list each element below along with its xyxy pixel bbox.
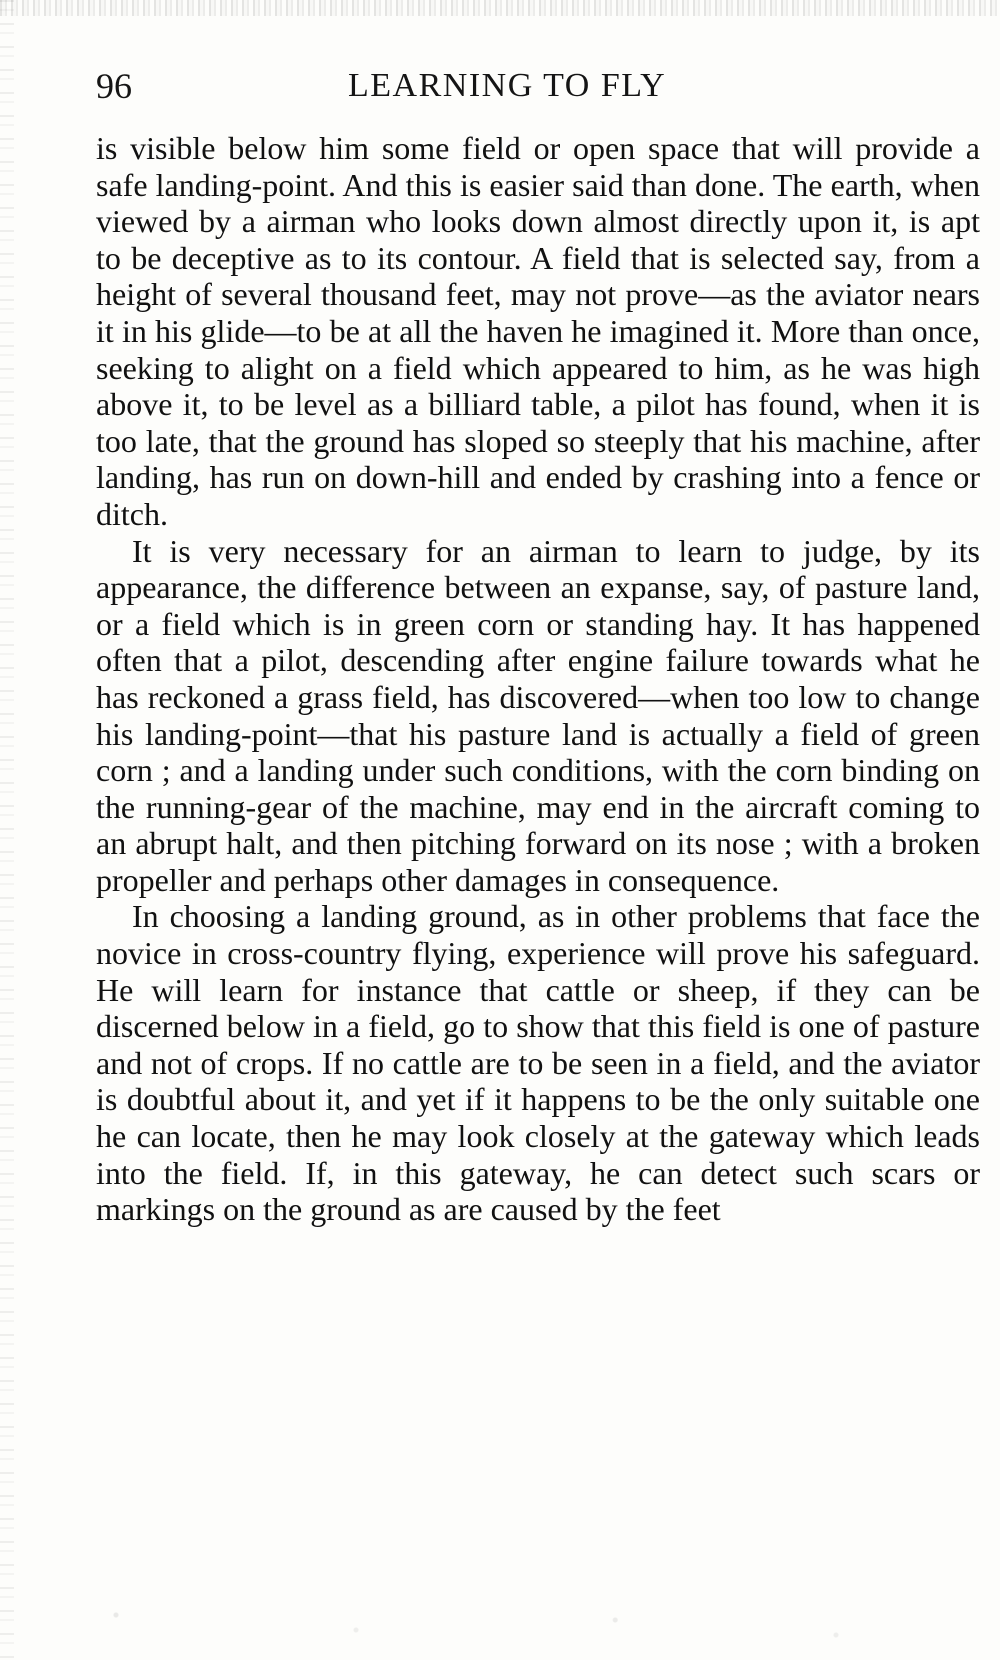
scan-noise-bottom — [20, 1600, 980, 1650]
running-title: LEARNING TO FLY — [348, 67, 667, 104]
running-head — [96, 64, 976, 108]
paragraph-continuation: is visible below him some field or open space that will provide a safe landing-point. And this is easier said than done. The earth, when viewed by a airman who looks down almost directly upon it, is apt to be deceptive as to its contour. A field that is selected say, from a height of several thousand feet, may not prove—as the aviator nears it in his glide—to be at all the haven he imagined it. More than once, seeking to alight on a field which appeared to him, as he was high above it, to be level as a billiard table, a pilot has found, when it is too late, that the ground has sloped so steeply that his machine, after landing, has run on down-hill and ended by crashing into a fence or ditch. — [96, 130, 980, 532]
scan-edge-top — [0, 0, 1000, 16]
paragraph-choosing-landing-ground: In choosing a landing ground, as in other problems that face the novice in cross-country flying, experience will prove his safeguard. He will learn for instance that cattle or sheep, if they can be discerned below in a field, go to show that this field is one of pasture and not of crops. If no cattle are to be seen in a field, and the aviator is doubtful about it, and yet if it happens to be the only suitable one he can locate, then he may look closely at the gateway which leads into the field. If, in this gateway, he can detect such scars or markings on the ground as are caused by the feet — [96, 898, 980, 1228]
scan-edge-left — [0, 0, 14, 1660]
paragraph-judging-fields: It is very necessary for an airman to learn to judge, by its appearance, the difference between an expanse, say, of pasture land, or a field which is in green corn or standing hay. It has happened often that a pilot, descending after engine failure towards what he has reckoned a grass field, has discovered—when too low to change his landing-point—that his pasture land is actually a field of green corn ; and a landing under such conditions, with the corn binding on the running-gear of the machine, may end in the aircraft coming to an abrupt halt, and then pitching forward on its nose ; with a broken propeller and perhaps other damages in consequence. — [96, 532, 980, 898]
page-number: 96 — [96, 66, 132, 106]
body-text — [96, 130, 980, 1228]
